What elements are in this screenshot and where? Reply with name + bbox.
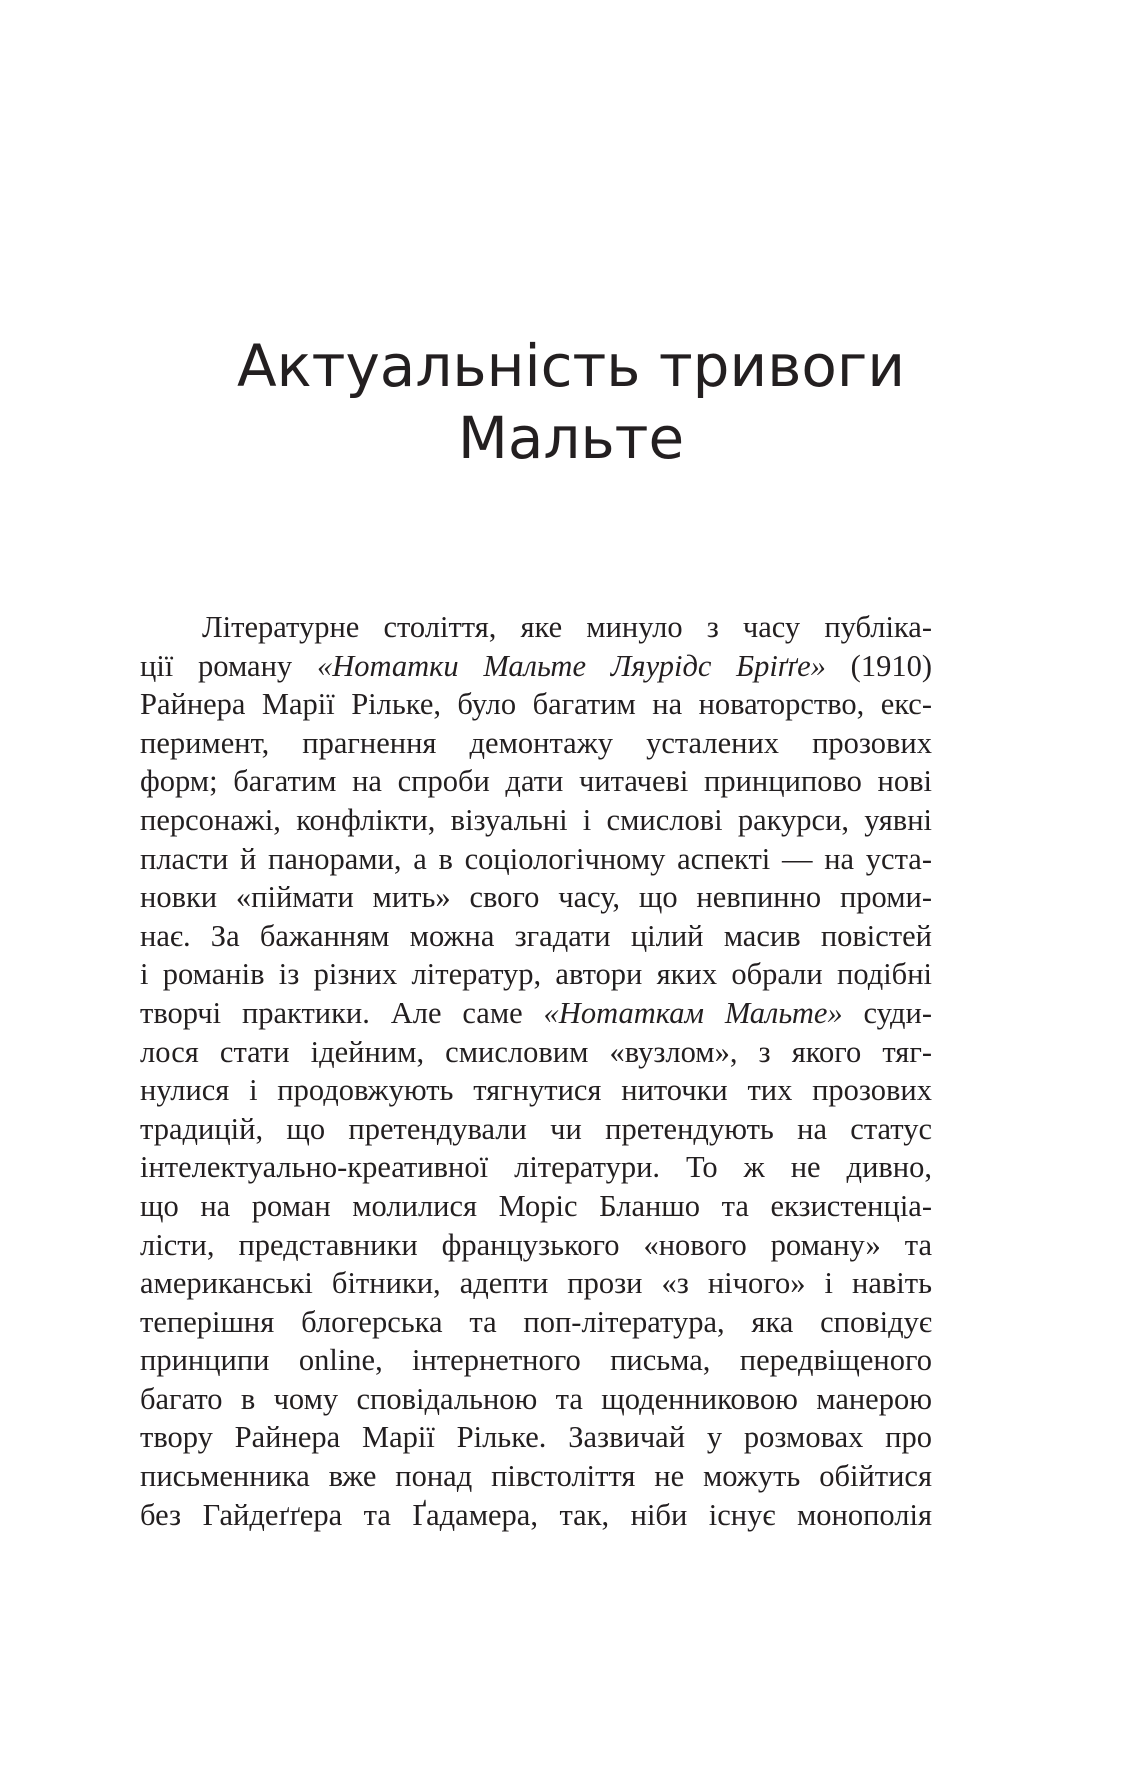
text-line: лося стати ідейним, смисловим «вузлом», з якого тяг- [140, 1034, 932, 1069]
text-line: перимент, прагнення демонтажу усталених прозових [140, 725, 932, 760]
text-line: що на роман молилися Моріс Бланшо та екзистенціа- [140, 1188, 932, 1223]
text-line: новки «піймати мить» свого часу, що невпинно проми- [140, 880, 932, 915]
text-line: Літературне століття, яке минуло з часу публіка- [202, 610, 932, 644]
text-line: принципи online, інтернетного письма, передвіщеного [140, 1343, 932, 1378]
chapter-title-line-2: Мальте [457, 404, 685, 472]
text-line: нає. За бажанням можна згадати цілий масив повістей [140, 918, 932, 953]
text-line: персонажі, конфлікти, візуальні і смислові ракурси, уявні [140, 802, 932, 837]
text-line: і романів із різних літератур, автори яких обрали подібні [140, 957, 932, 992]
italic-book-title: «Нотаткам Мальте» [543, 995, 843, 1030]
text-line: традицій, що претендували чи претендують на статус [140, 1111, 932, 1146]
text-line: американські бітники, адепти прози «з нічого» і навіть [140, 1266, 932, 1301]
text-line: багато в чому сповідальною та щоденниковою манерою [140, 1381, 932, 1416]
text-line: Райнера Марії Рільке, було багатим на новаторство, екс- [140, 687, 932, 722]
text-line: лісти, представники французького «нового роману» та [140, 1227, 932, 1262]
text-line: теперішня блогерська та поп-література, яка сповідує [140, 1304, 932, 1339]
text-line: пласти й панорами, а в соціологічному аспекті — на уста- [140, 841, 932, 876]
italic-book-title: «Нотатки Мальте Ляурідс Бріґґе» [316, 648, 826, 683]
chapter-title-line-1: Актуальність тривоги [236, 332, 906, 400]
text-line: форм; багатим на спроби дати читачеві принципово нові [140, 764, 932, 799]
text-line: нулися і продовжують тягнутися ниточки тих прозових [140, 1073, 932, 1108]
text-line: творчі практики. Але саме «Нотаткам Мальте» суди- [140, 995, 932, 1030]
text-line: твору Райнера Марії Рільке. Зазвичай у розмовах про [140, 1420, 932, 1455]
text-line: ції роману «Нотатки Мальте Ляурідс Бріґґе» (1910) [140, 648, 932, 683]
body-paragraph [140, 608, 932, 1534]
text-line: інтелектуально-креативної літератури. То ж не дивно, [140, 1150, 932, 1185]
chapter-title [0, 330, 1142, 474]
text-line: без Гайдеґґера та Ґадамера, так, ніби існує монополія [140, 1497, 932, 1532]
text-line: письменника вже понад півстоліття не можуть обійтися [140, 1459, 932, 1494]
